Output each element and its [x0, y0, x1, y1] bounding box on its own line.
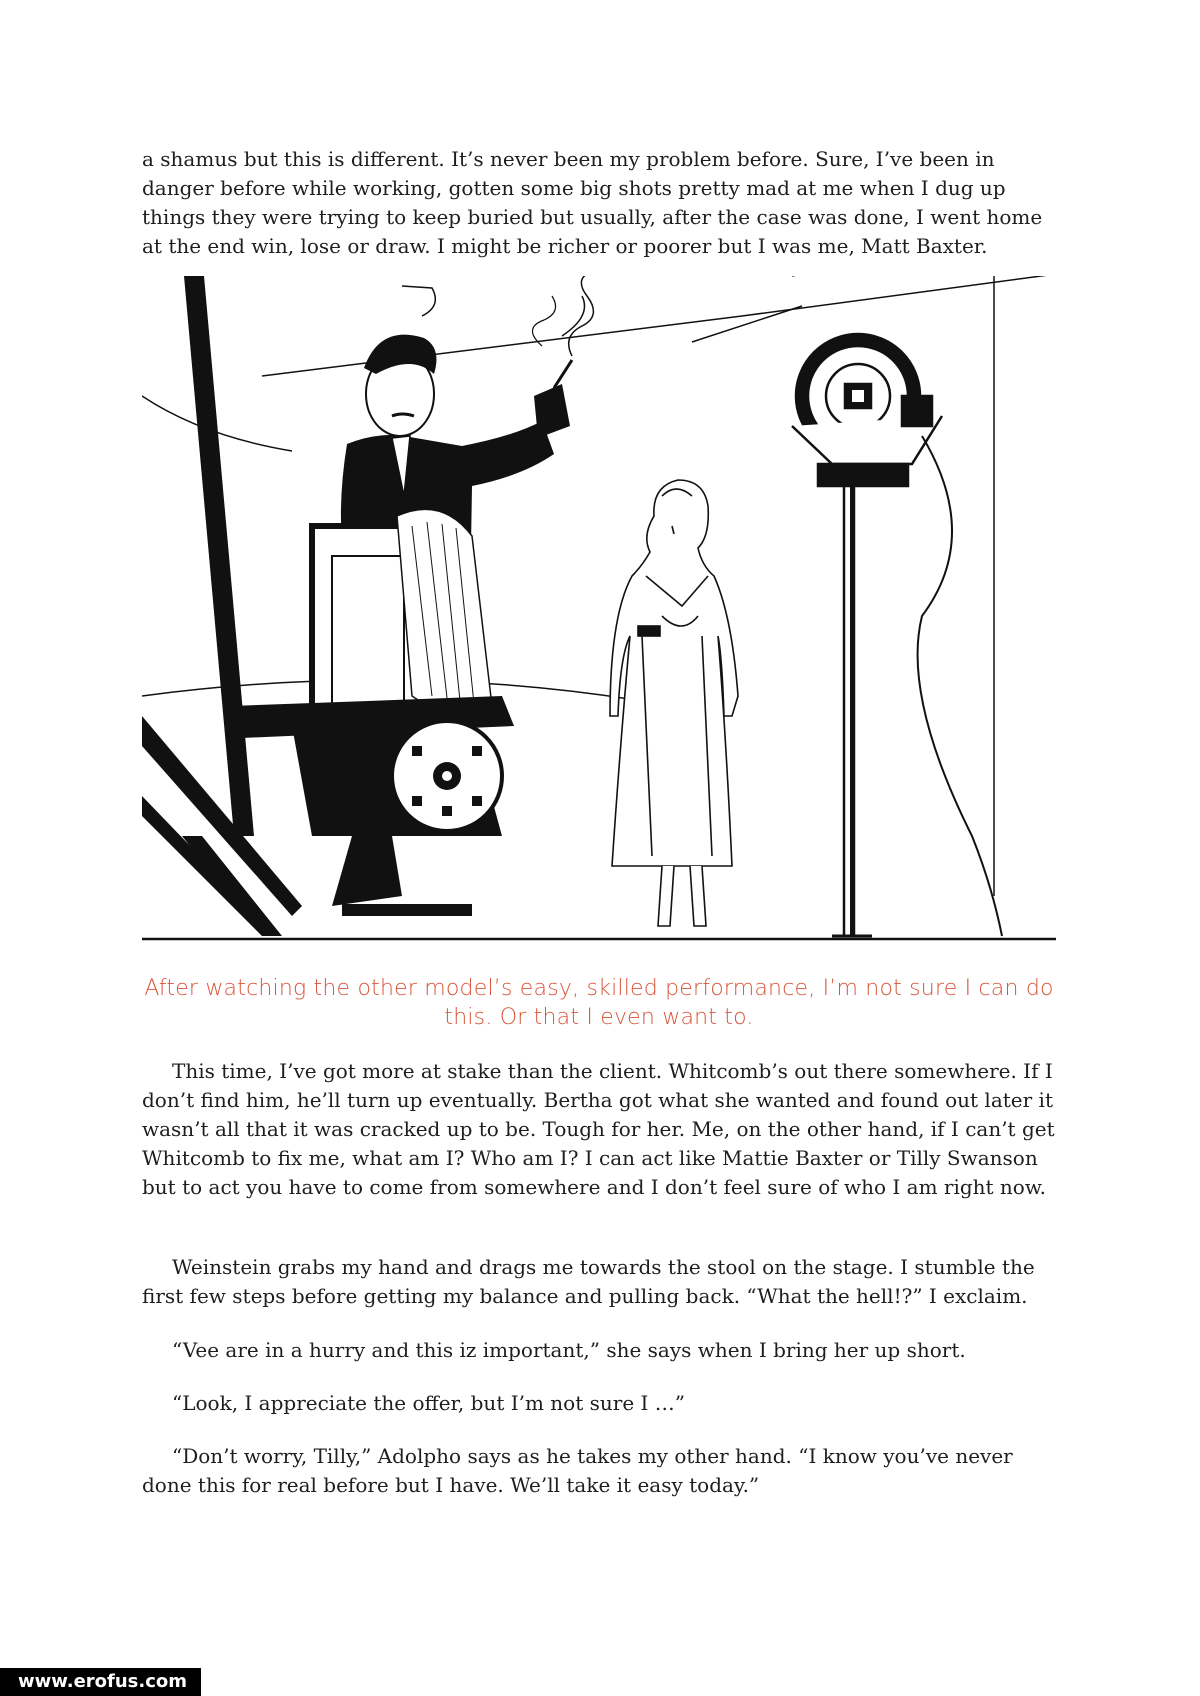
man-figure — [232, 276, 597, 916]
paragraph: “Don’t worry, Tilly,” Adolpho says as he takes my other hand. “I know you’ve never done this for real before but I have. We’ll take it easy today.” — [142, 1444, 1013, 1497]
paragraph-intro: a shamus but this is different. It’s never been my problem before. Sure, I’ve been in danger before while working, gotten some big shots pretty mad at me when I dug up things they were trying to keep buried but usually, after the case was done, I went home at the end win, lose or draw. I might be richer or poorer but I was me, Matt Baxter. — [142, 147, 1043, 258]
paragraph: “Look, I appreciate the offer, but I’m not sure I …” — [172, 1391, 685, 1415]
camera-crane-silhouette — [142, 276, 302, 936]
paragraph: This time, I’ve got more at stake than the client. Whitcomb’s out there somewhere. If I don’t find him, he’ll turn up eventually. Bertha got what she wanted and found out later it wasn’t all that it was cracked up to be. Tough for her. Me, on the other hand, if I can’t get Whitcomb to fix me, what am I? Who am I? I can act like Mattie Baxter or Tilly Swanson but to act you have to come from somewhere and I don’t feel sure of who I am right now. — [142, 1059, 1055, 1199]
caption-text: After watching the other model’s easy, skilled performance, I’m not sure I can do this. Or that I even want to. — [144, 976, 1054, 1030]
set-lines — [142, 276, 1056, 896]
film-set-drawing — [142, 276, 1056, 942]
paragraph: Weinstein grabs my hand and drags me towards the stool on the stage. I stumble the first few steps before getting my balance and pulling back. “What the hell!?” I exclaim. — [142, 1255, 1035, 1308]
watermark-link[interactable]: www.erofus.com — [0, 1668, 201, 1696]
paragraph: “Vee are in a hurry and this iz important,” she says when I bring her up short. — [172, 1338, 966, 1362]
comic-illustration — [142, 276, 1056, 942]
studio-light — [792, 334, 1002, 936]
woman-figure — [610, 480, 738, 926]
